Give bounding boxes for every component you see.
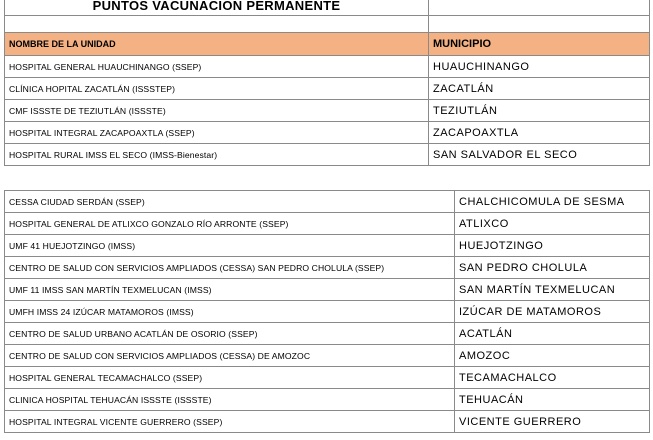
unit-cell: HOSPITAL INTEGRAL ZACAPOAXTLA (SSEP) (5, 122, 429, 144)
unit-cell: CLINICA HOSPITAL TEHUACÁN ISSSTE (ISSSTE) (5, 389, 455, 411)
unit-column-header: NOMBRE DE LA UNIDAD (5, 33, 429, 56)
municipality-cell: ZACAPOAXTLA (429, 122, 650, 144)
unit-cell: CENTRO DE SALUD CON SERVICIOS AMPLIADOS (CESSA) SAN PEDRO CHOLULA (SSEP) (5, 257, 455, 279)
unit-cell: UMF 41 HUEJOTZINGO (IMSS) (5, 235, 455, 257)
municipality-cell: HUEJOTZINGO (455, 235, 650, 257)
table-row (5, 323, 650, 345)
table-row (5, 279, 650, 301)
unit-cell: HOSPITAL GENERAL DE ATLIXCO GONZALO RÍO ARRONTE (SSEP) (5, 213, 455, 235)
table-row (5, 411, 650, 433)
municipality-cell: IZÚCAR DE MATAMOROS (455, 301, 650, 323)
municipality-cell: SAN SALVADOR EL SECO (429, 144, 650, 166)
table-row (5, 301, 650, 323)
municipality-cell: ZACATLÁN (429, 78, 650, 100)
unit-cell: CESSA CIUDAD SERDÁN (SSEP) (5, 191, 455, 213)
municipality-cell: TEZIUTLÁN (429, 100, 650, 122)
blank-cell (5, 16, 429, 33)
unit-cell: HOSPITAL GENERAL HUAUCHINANGO (SSEP) (5, 56, 429, 78)
table-row (5, 144, 650, 166)
title-empty-cell (429, 0, 650, 16)
table-row (5, 389, 650, 411)
table-2-body (5, 191, 650, 433)
municipality-cell: ATLIXCO (455, 213, 650, 235)
table-row (5, 78, 650, 100)
vaccination-points-table-2 (4, 190, 650, 433)
table-row (5, 100, 650, 122)
municipality-cell: SAN PEDRO CHOLULA (455, 257, 650, 279)
table-row (5, 56, 650, 78)
blank-row (5, 16, 650, 33)
unit-cell: UMFH IMSS 24 IZÚCAR MATAMOROS (IMSS) (5, 301, 455, 323)
header-row (5, 33, 650, 56)
municipality-cell: HUAUCHINANGO (429, 56, 650, 78)
unit-cell: CENTRO DE SALUD URBANO ACATLÁN DE OSORIO (SSEP) (5, 323, 455, 345)
table-row (5, 122, 650, 144)
blank-cell (429, 16, 650, 33)
table-row (5, 235, 650, 257)
unit-cell: UMF 11 IMSS SAN MARTÍN TEXMELUCAN (IMSS) (5, 279, 455, 301)
unit-cell: HOSPITAL GENERAL TECAMACHALCO (SSEP) (5, 367, 455, 389)
table-row (5, 191, 650, 213)
unit-cell: HOSPITAL INTEGRAL VICENTE GUERRERO (SSEP) (5, 411, 455, 433)
municipality-cell: SAN MARTÍN TEXMELUCAN (455, 279, 650, 301)
municipality-cell: TEHUACÁN (455, 389, 650, 411)
table-1-body (5, 0, 650, 166)
municipality-cell: TECAMACHALCO (455, 367, 650, 389)
table-row (5, 213, 650, 235)
municipality-column-header: MUNICIPIO (429, 33, 650, 56)
unit-cell: HOSPITAL RURAL IMSS EL SECO (IMSS-Bienestar) (5, 144, 429, 166)
table-row (5, 257, 650, 279)
title-row (5, 0, 650, 16)
municipality-cell: CHALCHICOMULA DE SESMA (455, 191, 650, 213)
unit-cell: CLÍNICA HOPITAL ZACATLÁN (ISSSTEP) (5, 78, 429, 100)
page-title: PUNTOS VACUNACION PERMANENTE (5, 0, 429, 16)
municipality-cell: VICENTE GUERRERO (455, 411, 650, 433)
table-row (5, 367, 650, 389)
municipality-cell: ACATLÁN (455, 323, 650, 345)
table-row (5, 345, 650, 367)
unit-cell: CMF ISSSTE DE TEZIUTLÁN (ISSSTE) (5, 100, 429, 122)
municipality-cell: AMOZOC (455, 345, 650, 367)
vaccination-points-table-1 (4, 0, 650, 166)
unit-cell: CENTRO DE SALUD CON SERVICIOS AMPLIADOS (CESSA) DE AMOZOC (5, 345, 455, 367)
